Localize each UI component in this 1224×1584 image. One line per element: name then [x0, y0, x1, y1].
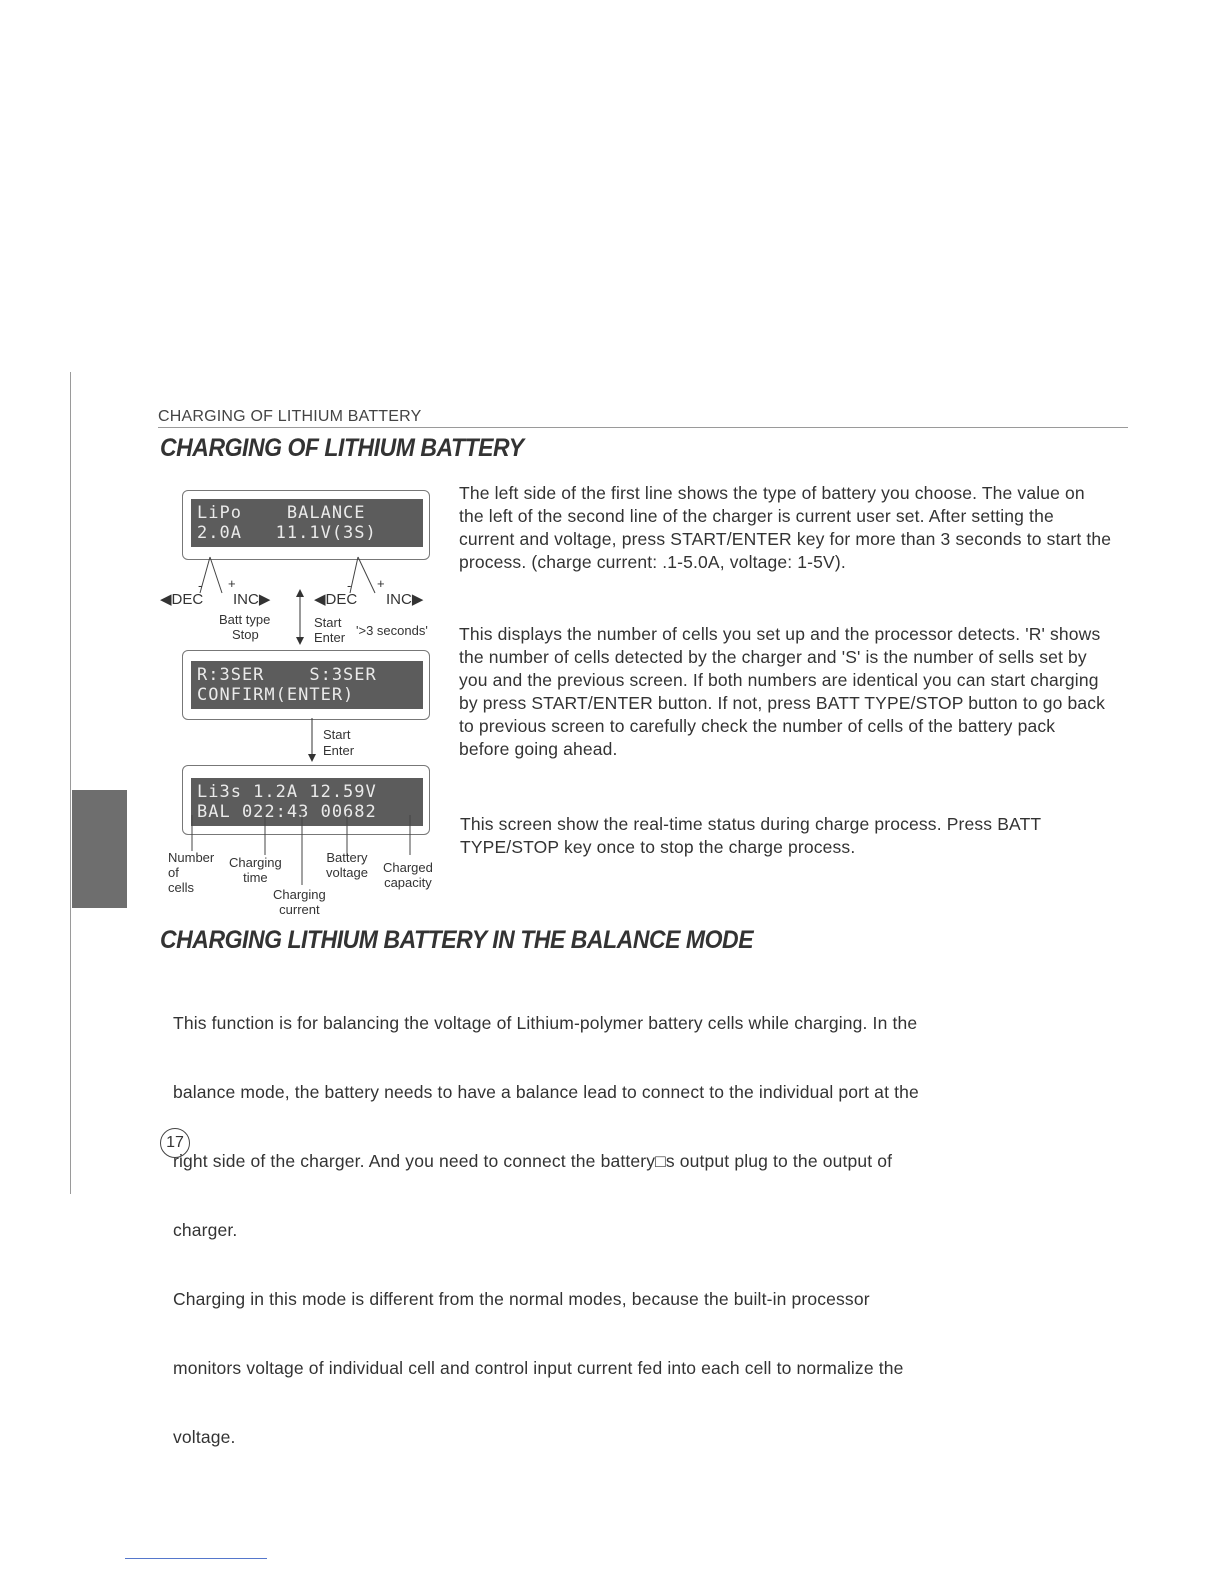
- lcd1-line-2: 2.0A 11.1V(3S): [197, 523, 377, 543]
- paragraph-battery-type: The left side of the first line shows the type of battery you choose. The value on the left of the second line of the charger is current user set. After setting the current and voltage, press START/ENTER key for more than 3 seconds to start the process. (charge current: .1-5.0A, voltage: 1-5V).: [459, 483, 1112, 572]
- lcd3-line-1: Li3s 1.2A 12.59V: [197, 782, 377, 802]
- body-line: balance mode, the battery needs to have a balance lead to connect to the individual port at the: [173, 1082, 919, 1102]
- charged-capacity-label: Charged capacity: [383, 860, 433, 890]
- body-line: This function is for balancing the voltage of Lithium-polymer battery cells while charging. In the: [173, 1013, 918, 1033]
- bottom-underline: [125, 1558, 267, 1559]
- enter-label-1: Enter: [314, 630, 346, 645]
- body-line: voltage.: [173, 1427, 236, 1447]
- start-label-1: Start: [314, 615, 342, 630]
- balance-mode-body: [173, 966, 1123, 1472]
- lcd3-line-2: BAL 022:43 00682: [197, 802, 377, 822]
- stop-label: Stop: [232, 627, 259, 642]
- batt-type-label: Batt type: [219, 612, 271, 627]
- battery-voltage-label: Battery voltage: [326, 850, 368, 880]
- dec-key-1: ◀DEC: [160, 591, 204, 608]
- body-line: Charging in this mode is different from the normal modes, because the built-in processor: [173, 1289, 870, 1309]
- minus-label-2: -: [347, 578, 352, 593]
- right-triangle-icon: ▶: [258, 591, 271, 608]
- paragraph-cell-detection: This displays the number of cells you set up and the processor detects. 'R' shows the number of cells detected by the charger and 'S' is the number of sells set by you and the previous screen. If both numbers are identical you can start charging by press START/ENTER button. If not, press BATT TYPE/STOP button to go back to previous screen to carefully check the number of cells of the battery pack before going ahead.: [459, 624, 1106, 759]
- right-triangle-icon: ▶: [411, 591, 424, 608]
- lcd1-line-1: LiPo BALANCE: [197, 503, 366, 523]
- enter-label-2: Enter: [323, 743, 355, 758]
- body-line: monitors voltage of individual cell and control input current fed into each cell to normalize the: [173, 1358, 904, 1378]
- inc-key-2: INC▶: [386, 591, 424, 608]
- lcd-screen-2: [191, 661, 423, 709]
- plus-label-2: +: [377, 576, 385, 591]
- down-arrow-icon: [304, 718, 320, 764]
- body-line: right side of the charger. And you need to connect the battery□s output plug to the output of: [173, 1151, 893, 1171]
- section-title-balance-mode: CHARGING LITHIUM BATTERY IN THE BALANCE MODE: [160, 926, 754, 954]
- section-title-charging-lithium: CHARGING OF LITHIUM BATTERY: [160, 434, 524, 462]
- lcd2-line-1: R:3SER S:3SER: [197, 665, 377, 685]
- running-head: CHARGING OF LITHIUM BATTERY: [158, 408, 422, 425]
- left-triangle-icon: ◀: [160, 591, 172, 608]
- plus-label-1: +: [228, 576, 236, 591]
- lcd-screen-2-frame: [182, 650, 430, 720]
- start-label-2: Start: [323, 727, 351, 742]
- chapter-side-tab: [72, 790, 127, 908]
- charging-time-label: Charging time: [229, 855, 282, 885]
- paragraph-realtime-status: This screen show the real-time status during charge process. Press BATT TYPE/STOP key once to stop the charge process.: [460, 814, 1041, 857]
- left-triangle-icon: ◀: [314, 591, 326, 608]
- lcd-screen-1: [191, 499, 423, 547]
- up-down-arrow-icon: [290, 588, 310, 648]
- lcd2-line-2: CONFIRM(ENTER): [197, 685, 355, 705]
- body-line: charger.: [173, 1220, 238, 1240]
- charging-current-label: Charging current: [273, 887, 326, 917]
- dec-key-2: ◀DEC: [314, 591, 358, 608]
- three-seconds-label: '>3 seconds': [356, 623, 428, 638]
- number-of-cells-label: Number of cells: [168, 850, 215, 895]
- minus-label-1: -: [198, 578, 203, 593]
- left-margin-rule: [70, 372, 71, 1194]
- page-number: 17: [160, 1128, 190, 1158]
- lcd-screen-1-frame: [182, 490, 430, 560]
- header-rule: [158, 427, 1128, 428]
- inc-key-1: INC▶: [233, 591, 271, 608]
